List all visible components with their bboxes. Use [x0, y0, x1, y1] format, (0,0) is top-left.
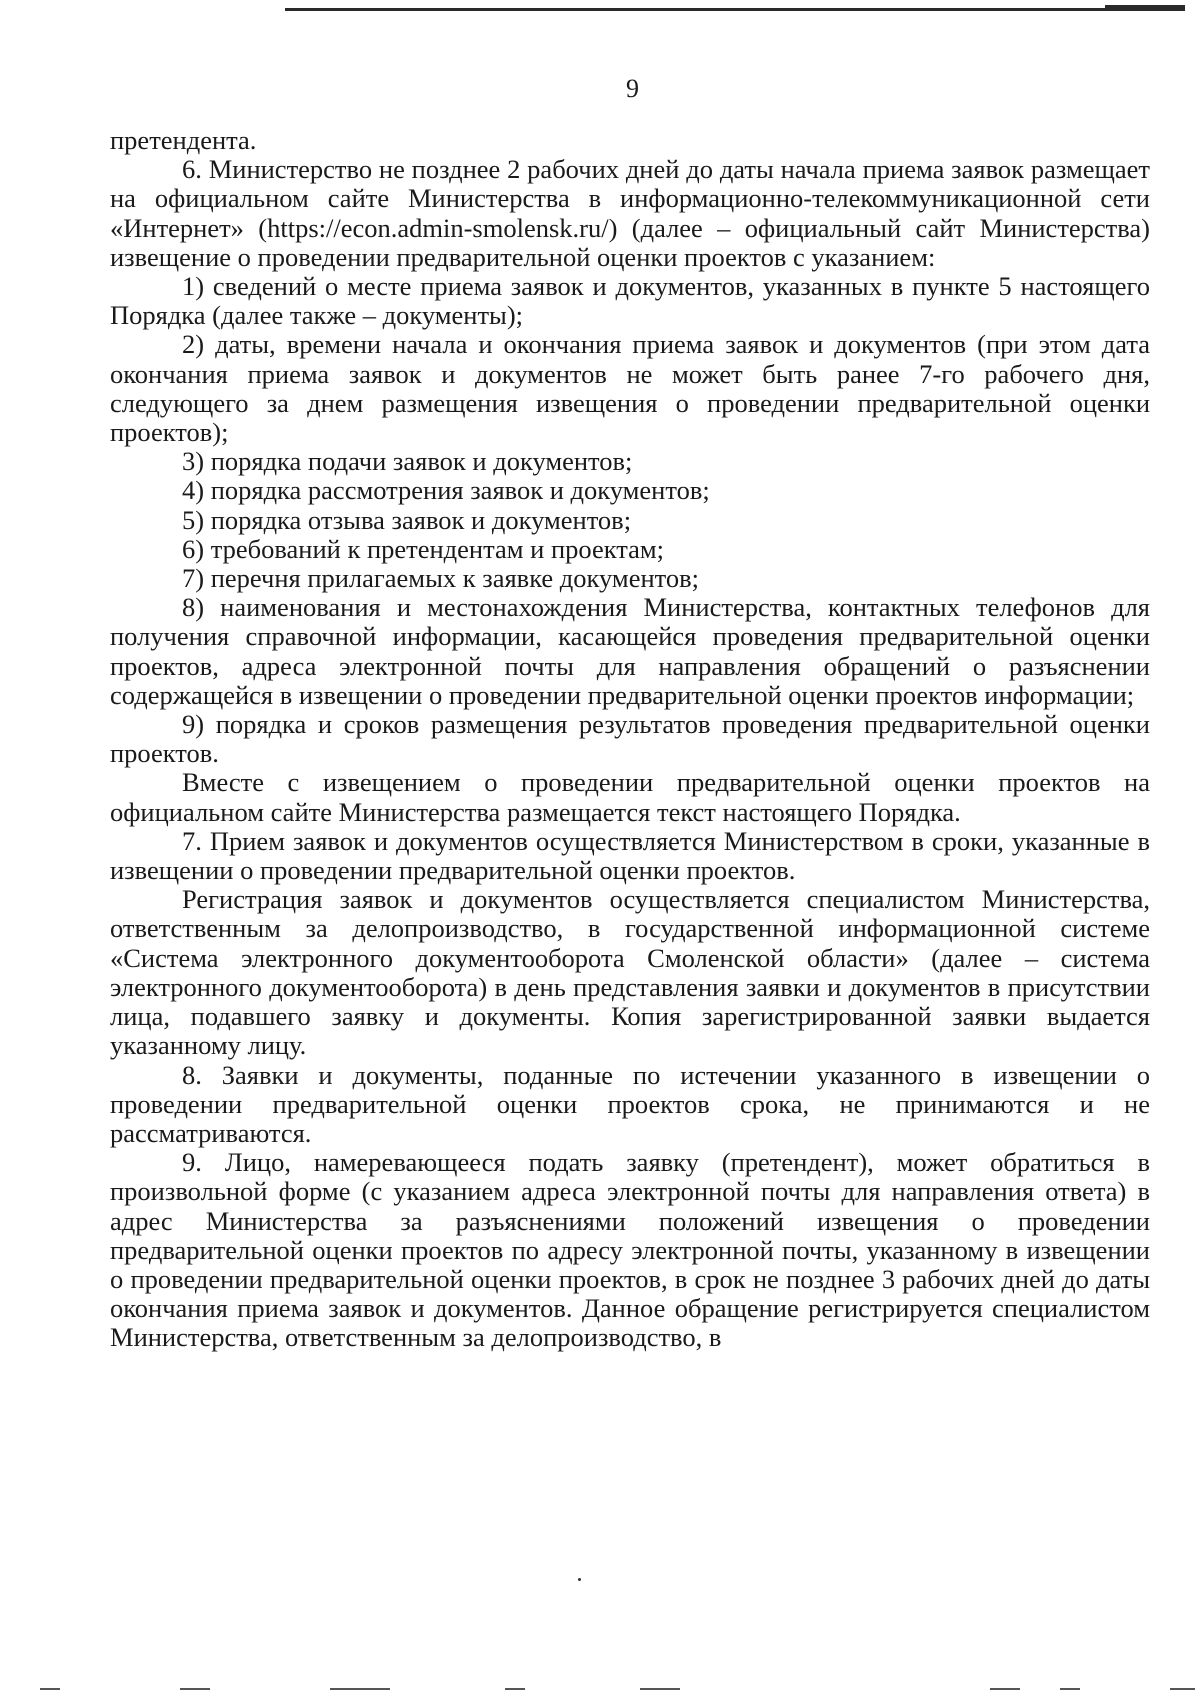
- scan-speck: [578, 1578, 581, 1581]
- paragraph: Вместе с извещением о проведении предварительной оценки проектов на официальном сайте Министерства размещается текст настоящего Порядка.: [110, 767, 1150, 827]
- scan-artifact: [180, 1688, 210, 1690]
- scan-artifact: [330, 1688, 390, 1690]
- scan-artifact: [990, 1688, 1020, 1690]
- paragraph: 7. Прием заявок и документов осуществляется Министерством в сроки, указанные в извещении о проведении предварительной оценки проектов.: [110, 825, 1150, 886]
- scan-artifact: [40, 1688, 60, 1690]
- document-body: [110, 126, 1150, 1353]
- list-item: 2) даты, времени начала и окончания приема заявок и документов (при этом дата окончания приема заявок и документов не может быть ранее 7-го рабочего дня, следующего за днем размещения извещения о проведении предварительной оценки проектов);: [110, 329, 1150, 448]
- list-item: 1) сведений о месте приема заявок и документов, указанных в пункте 5 настоящего Порядка (далее также – документы);: [110, 271, 1150, 331]
- paragraph: Регистрация заявок и документов осуществляется специалистом Министерства, ответственным за делопроизводство, в государственной информационной системе «Система электронного документооборота Смоленской области» (далее – система электронного документооборота) в день представления заявки и документов в присутствии лица, подавшего заявку и документы. Копия зарегистрированной заявки выдается указанному лицу.: [110, 884, 1150, 1061]
- list-item: 9) порядка и сроков размещения результатов проведения предварительной оценки проектов.: [110, 709, 1150, 769]
- paragraph: 9. Лицо, намеревающееся подать заявку (претендент), может обратиться в произвольной форме (с указанием адреса электронной почты для направления ответа) в адрес Министерства за разъяснениями положений извещения о проведении предварительной оценки проектов по адресу электронной почты, указанному в извещении о проведении предварительной оценки проектов, в срок не позднее 3 рабочих дней до даты окончания приема заявок и документов. Данное обращение регистрируется специалистом Министерства, ответственным за делопроизводство, в: [110, 1147, 1150, 1353]
- scan-artifact: [505, 1688, 525, 1690]
- list-item: 8) наименования и местонахождения Министерства, контактных телефонов для получения справочной информации, касающейся проведения предварительной оценки проектов, адреса электронной почты для направления обращений о разъяснении содержащейся в извещении о проведении предварительной оценки проектов информации;: [110, 592, 1150, 710]
- list-item: 3) порядка подачи заявок и документов;: [182, 446, 633, 477]
- top-scan-rule: [285, 8, 1185, 11]
- top-scan-rule-edge: [1105, 5, 1185, 9]
- list-item: 4) порядка рассмотрения заявок и документов;: [182, 475, 710, 506]
- scan-artifact: [640, 1688, 680, 1690]
- scan-artifact: [1170, 1688, 1195, 1690]
- page-number: 9: [626, 74, 639, 103]
- paragraph: претендента.: [110, 125, 257, 155]
- list-item: 7) перечня прилагаемых к заявке документов;: [182, 563, 699, 594]
- bottom-scan-artifacts: [0, 1688, 1200, 1694]
- paragraph: 8. Заявки и документы, поданные по истечении указанного в извещении о проведении предварительной оценки проектов срока, не принимаются и не рассматриваются.: [110, 1059, 1150, 1148]
- scan-artifact: [1060, 1688, 1080, 1690]
- list-item: 5) порядка отзыва заявок и документов;: [182, 504, 632, 535]
- list-item: 6) требований к претендентам и проектам;: [182, 533, 665, 564]
- paragraph: 6. Министерство не позднее 2 рабочих дней до даты начала приема заявок размещает на официальном сайте Министерства в информационно-телекоммуникационной сети «Интернет» (https://econ.admin-smolensk.ru/) (далее – официальный сайт Министерства) извещение о проведении предварительной оценки проектов с указанием:: [110, 154, 1150, 272]
